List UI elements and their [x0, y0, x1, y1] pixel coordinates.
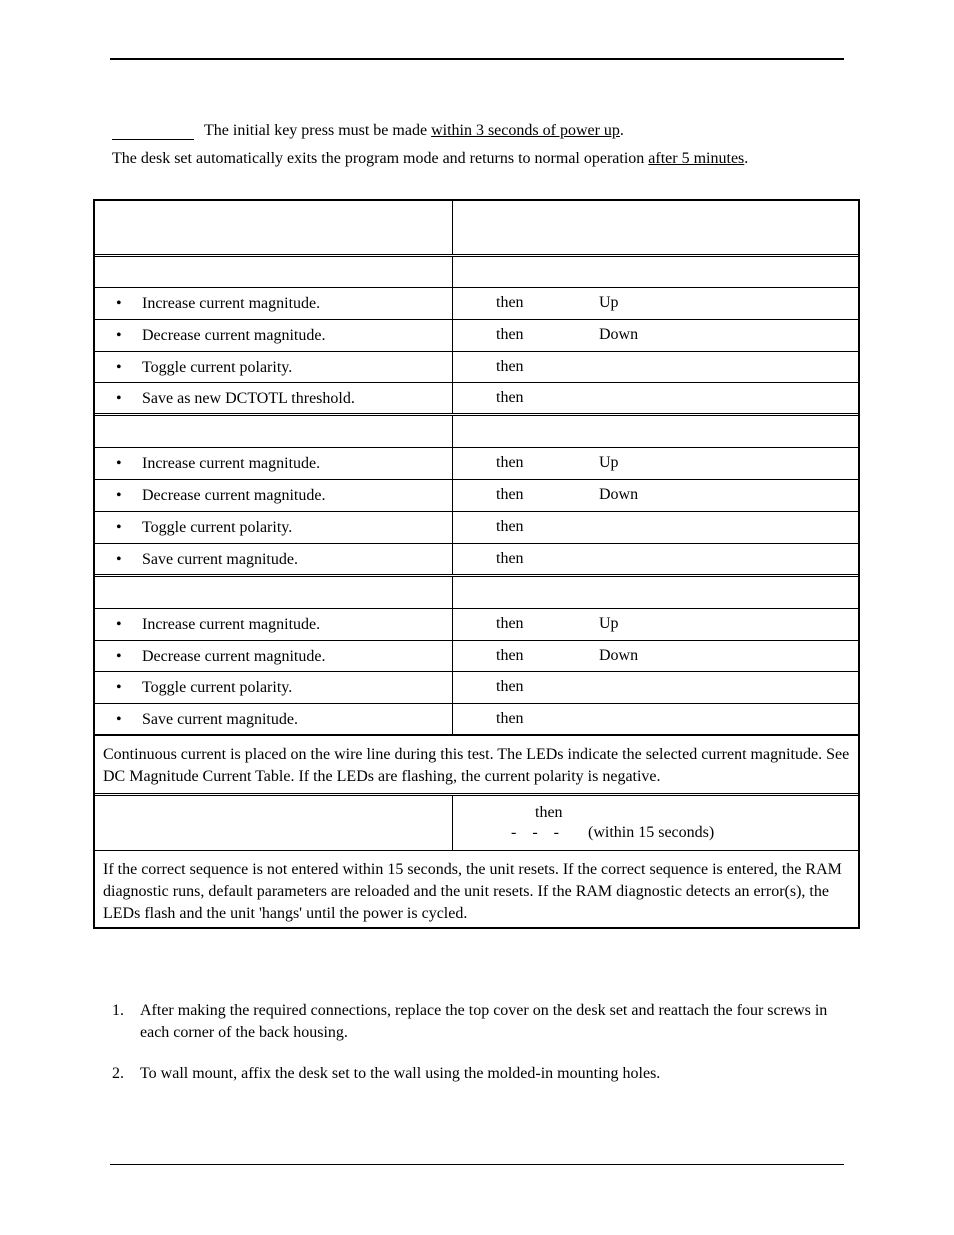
action-label: Toggle current polarity.: [142, 519, 293, 536]
then-label: then: [496, 358, 524, 375]
then-label: then: [496, 647, 524, 664]
bullet-icon: •: [116, 679, 122, 696]
ram-key-sequence: - - -: [511, 824, 559, 841]
section-header-row: [95, 257, 858, 288]
action-label: Toggle current polarity.: [142, 359, 293, 376]
bullet-icon: •: [116, 519, 122, 536]
direction-label: Up: [599, 615, 619, 632]
table-row: [95, 704, 858, 736]
table-row: [95, 512, 858, 544]
table-row: [95, 544, 858, 577]
table-row: [95, 383, 858, 416]
bullet-icon: •: [116, 551, 122, 568]
note-label-blank: [112, 121, 194, 140]
continuous-current-note-row: [95, 736, 858, 796]
ram-then-label: then: [535, 804, 563, 821]
direction-label: Down: [599, 486, 639, 503]
then-label: then: [496, 294, 524, 311]
then-label: then: [496, 678, 524, 695]
footer-rule: [110, 1164, 844, 1165]
programming-table: [93, 199, 860, 929]
action-label: Increase current magnitude.: [142, 616, 321, 633]
list-item: [112, 1000, 832, 1044]
bullet-icon: •: [116, 295, 122, 312]
exit-note-text: The desk set automatically exits the program mode and returns to normal operation: [112, 150, 649, 167]
step-text: After making the required connections, replace the top cover on the desk set and reattach the four screws in each corner of the back housing.: [140, 1002, 828, 1041]
table-header-row: [95, 201, 858, 257]
bullet-icon: •: [116, 487, 122, 504]
exit-note-line: The desk set automatically exits the program mode and returns to normal operation after 5 minutes.: [112, 150, 749, 167]
table-row: [95, 448, 858, 480]
then-label: then: [496, 326, 524, 343]
continuous-current-note: Continuous current is placed on the wire line during this test. The LEDs indicate the selected current magnitude. See DC Magnitude Current Table. If the LEDs are flashing, the current polarity is negative.: [103, 746, 850, 785]
then-label: then: [496, 389, 524, 406]
table-row: [95, 320, 858, 352]
table-row: [95, 288, 858, 320]
header-cell-function: [95, 201, 453, 254]
bullet-icon: •: [116, 616, 122, 633]
action-label: Save as new DCTOTL threshold.: [142, 390, 355, 407]
action-label: Increase current magnitude.: [142, 455, 321, 472]
then-label: then: [496, 486, 524, 503]
direction-label: Down: [599, 647, 639, 664]
table-row: [95, 352, 858, 383]
bullet-icon: •: [116, 390, 122, 407]
note-underlined: within 3 seconds of power up: [431, 122, 620, 139]
ram-diagnostic-row: [95, 796, 858, 851]
ram-timeout-label: (within 15 seconds): [588, 824, 715, 841]
note-text: The initial key press must be made: [204, 122, 432, 139]
reset-note-row: [95, 851, 858, 929]
direction-label: Up: [599, 294, 619, 311]
then-label: then: [496, 710, 524, 727]
then-label: then: [496, 550, 524, 567]
section-header-row: [95, 416, 858, 448]
action-label: Toggle current polarity.: [142, 679, 293, 696]
bullet-icon: •: [116, 359, 122, 376]
exit-note-underlined: after 5 minutes: [648, 150, 745, 167]
direction-label: Up: [599, 454, 619, 471]
action-label: Increase current magnitude.: [142, 295, 321, 312]
then-label: then: [496, 518, 524, 535]
list-item: [112, 1063, 832, 1085]
step-number: 2.: [112, 1065, 124, 1082]
reset-note: If the correct sequence is not entered within 15 seconds, the unit resets. If the correct sequence is entered, the RAM diagnostic runs, default parameters are reloaded and the unit resets. If the RAM diagnostic detects an error(s), the LEDs flash and the unit 'hangs' until the power is cycled.: [103, 861, 842, 922]
header-cell-keys: [453, 201, 858, 254]
table-row: [95, 672, 858, 704]
bullet-icon: •: [116, 327, 122, 344]
step-text: To wall mount, affix the desk set to the wall using the molded-in mounting holes.: [140, 1065, 661, 1082]
bullet-icon: •: [116, 455, 122, 472]
step-number: 1.: [112, 1002, 124, 1019]
note-line: The initial key press must be made within 3 seconds of power up.: [112, 121, 624, 140]
action-label: Save current magnitude.: [142, 551, 298, 568]
table-row: [95, 609, 858, 641]
header-rule: [110, 58, 844, 60]
then-label: then: [496, 615, 524, 632]
action-label: Decrease current magnitude.: [142, 648, 326, 665]
action-label: Decrease current magnitude.: [142, 327, 326, 344]
table-row: [95, 641, 858, 672]
bullet-icon: •: [116, 711, 122, 728]
bullet-icon: •: [116, 648, 122, 665]
action-label: Decrease current magnitude.: [142, 487, 326, 504]
table-row: [95, 480, 858, 512]
action-label: Save current magnitude.: [142, 711, 298, 728]
section-header-row: [95, 577, 858, 609]
direction-label: Down: [599, 326, 639, 343]
then-label: then: [496, 454, 524, 471]
